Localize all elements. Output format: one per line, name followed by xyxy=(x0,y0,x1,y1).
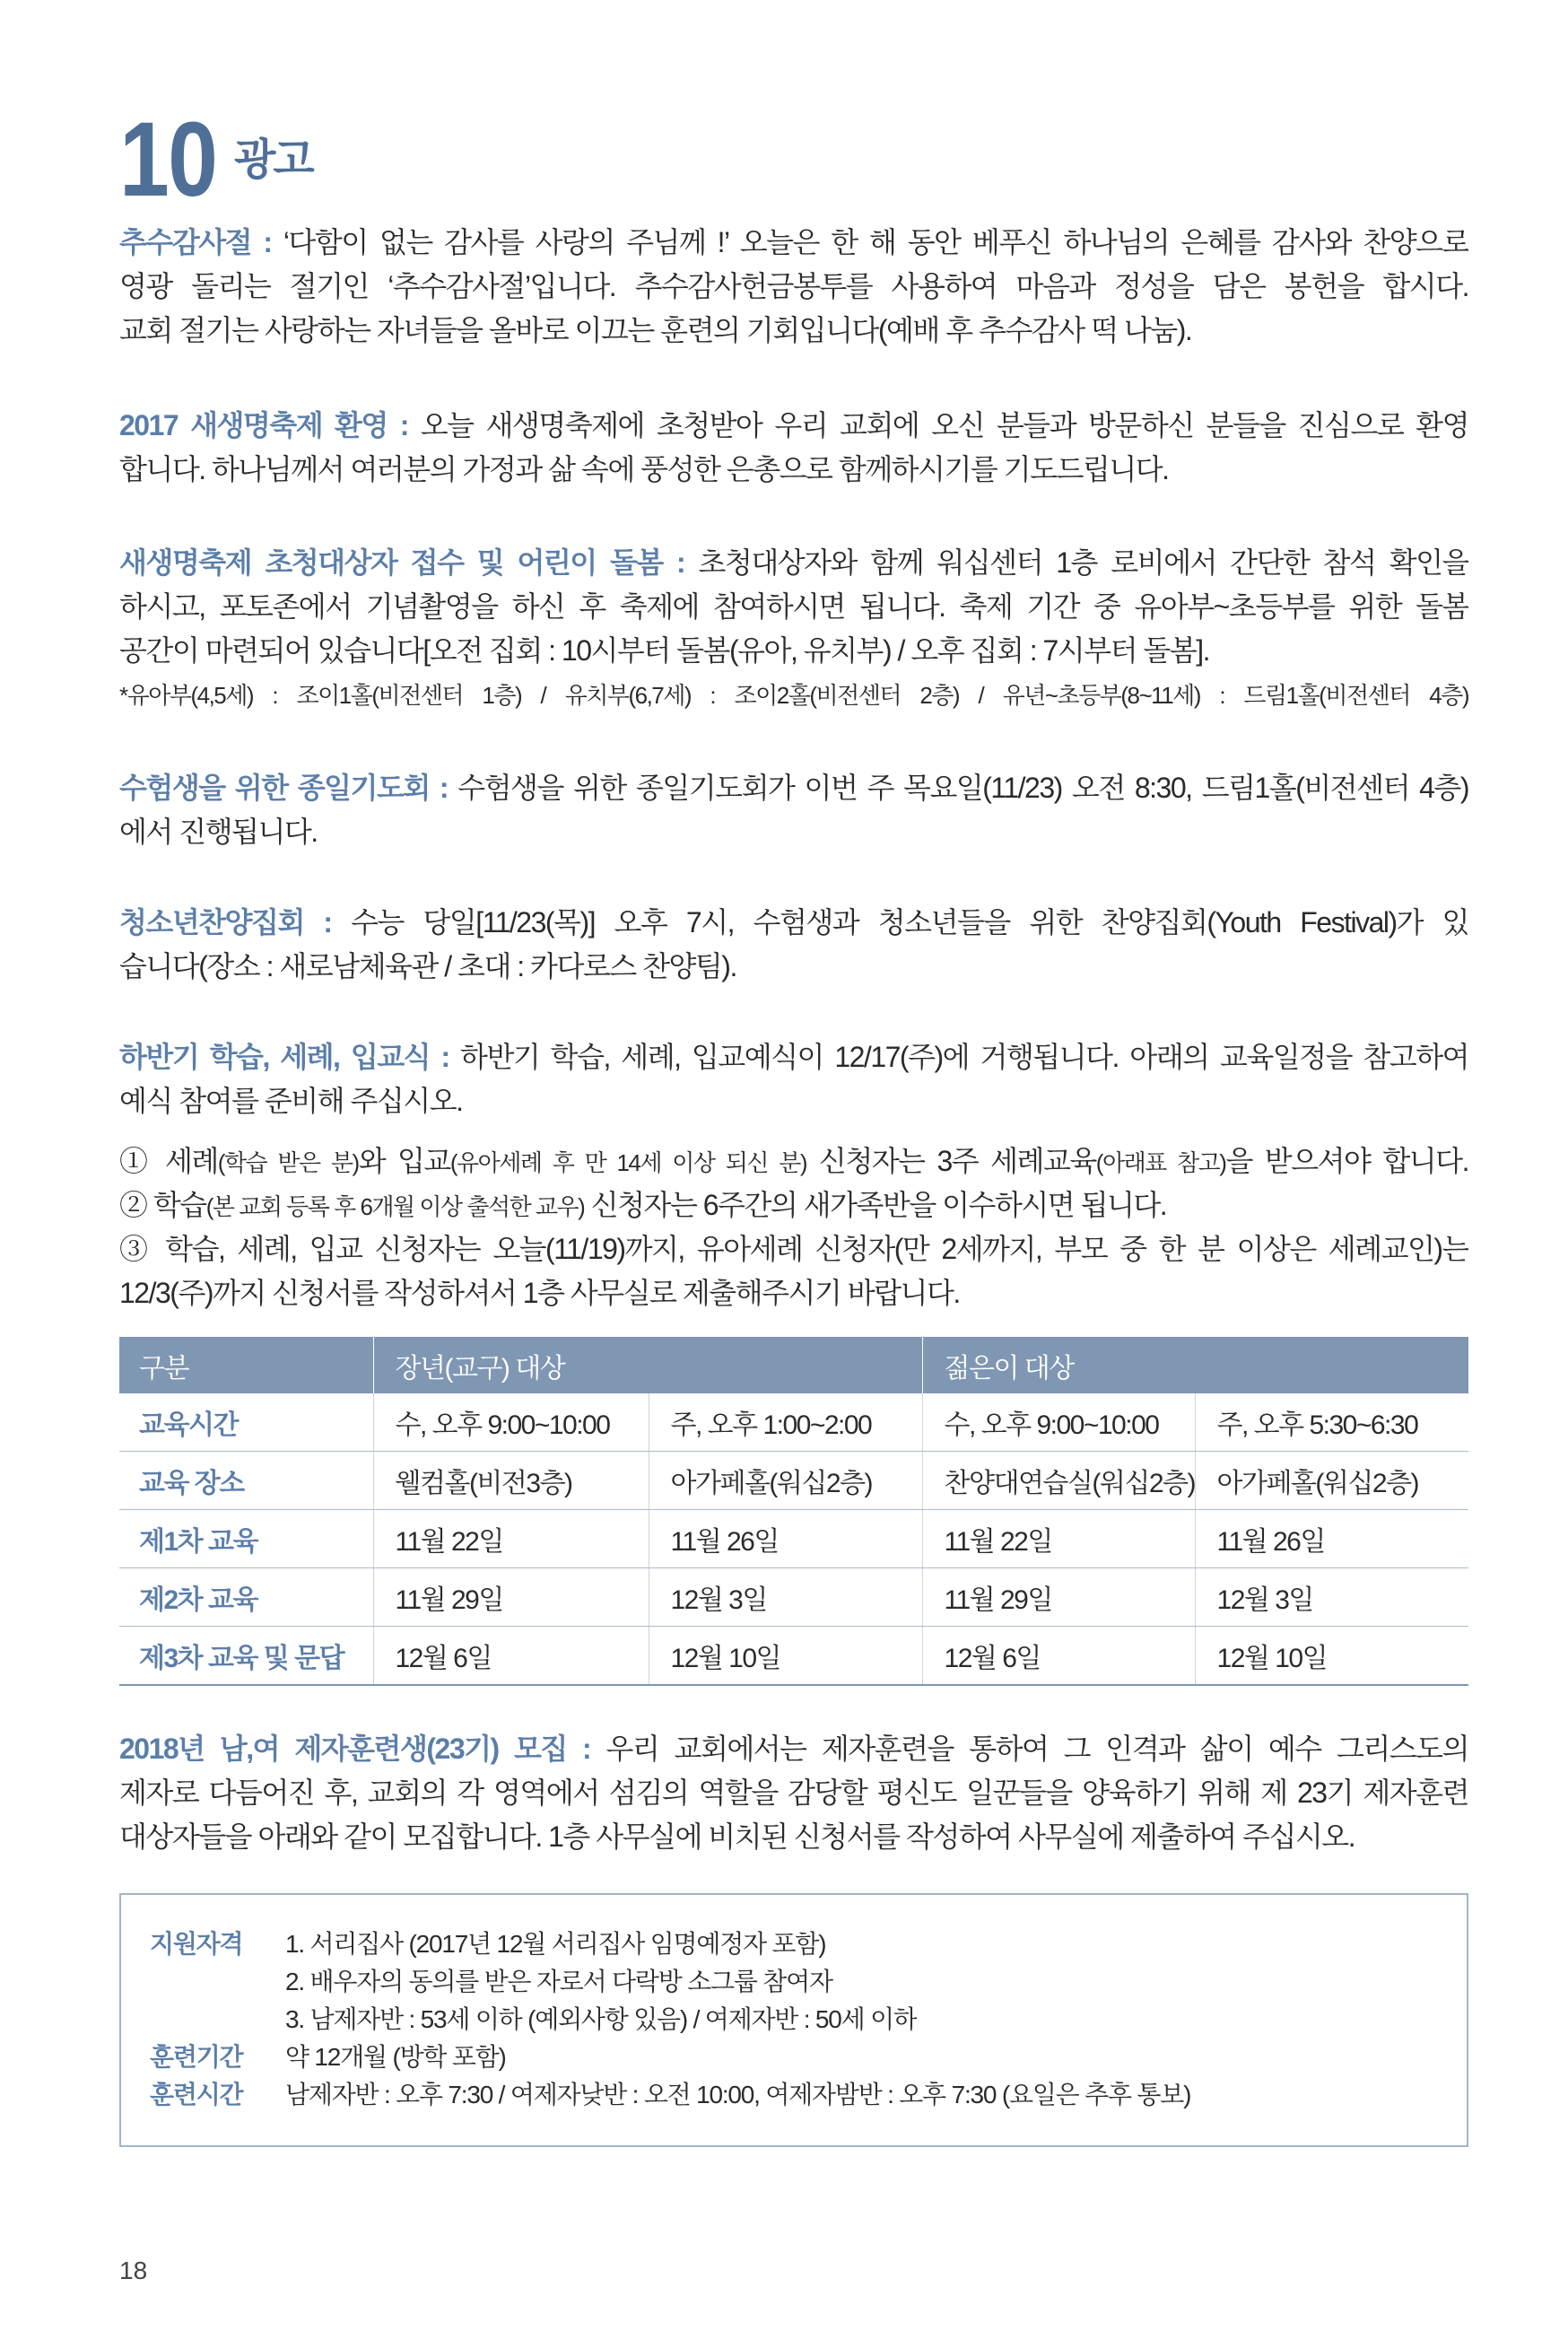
text-line xyxy=(119,1727,1468,1771)
info-value: 3. 남제자반 : 53세 이하 (예외사항 있음) / 여제자반 : 50세 이하 xyxy=(285,2005,917,2033)
section-number: 10 xyxy=(119,100,217,219)
list-item-continued: 12/3(주)까지 신청서를 작성하셔서 1층 사무실로 제출해주시기 바랍니다. xyxy=(119,1277,960,1309)
table-cell: 주, 오후 5:30~6:30 xyxy=(1195,1393,1468,1452)
table-cell: 12월 6일 xyxy=(373,1627,649,1686)
text-line xyxy=(119,221,1468,265)
announcement-exam-prayer xyxy=(119,766,1468,854)
text-line: 에서 진행됩니다. xyxy=(119,816,318,848)
announcement-sacraments xyxy=(119,1035,1468,1123)
text-line xyxy=(119,541,1468,585)
info-value: 남제자반 : 오후 7:30 / 여제자낮반 : 오전 10:00, 여제자밤반 : 오후 7:30 (요일은 추후 통보) xyxy=(285,2081,1191,2108)
info-row-schedule xyxy=(150,2076,1467,2114)
text-line xyxy=(119,1035,1468,1079)
table-cell: 11월 29일 xyxy=(922,1568,1195,1627)
table-cell: 11월 29일 xyxy=(373,1568,649,1627)
list-text: 을 받으셔야 합니다. xyxy=(1225,1145,1468,1177)
table-cell: 12월 10일 xyxy=(1195,1627,1468,1686)
table-row xyxy=(119,1568,1468,1627)
list-item xyxy=(119,1183,1468,1227)
announcement-youth-worship xyxy=(119,901,1468,989)
text-line xyxy=(119,766,1468,810)
list-text: ① 세례 xyxy=(119,1145,218,1177)
list-text-small: (아래표 참고) xyxy=(1095,1149,1226,1176)
row-label: 제3차 교육 및 문답 xyxy=(119,1627,373,1686)
text-line: 대상자들을 아래와 같이 모집합니다. 1층 사무실에 비치된 신청서를 작성하여 사무실에 제출하여 주십시오. xyxy=(119,1820,1355,1853)
sacrament-notes-list xyxy=(119,1139,1468,1315)
table-cell: 12월 3일 xyxy=(649,1568,922,1627)
table-row xyxy=(119,1510,1468,1568)
announcement-discipleship-recruitment xyxy=(119,1727,1468,1859)
list-text: 신청자는 3주 세례교육 xyxy=(806,1145,1096,1177)
text-line: 예식 참여를 준비해 주십시오. xyxy=(119,1085,463,1117)
announcement-label: 새생명축제 초청대상자 접수 및 어린이 돌봄 : xyxy=(119,546,685,579)
announcement-text: 수험생을 위한 종일기도회가 이번 주 목요일(11/23) 오전 8:30, 드림1홀(비전센터 4층) xyxy=(457,772,1468,804)
announcement-text: 수능 당일[11/23(목)] 오후 7시, 수험생과 청소년들을 위한 찬양집회(Youth Festival)가 있 xyxy=(351,906,1468,939)
text-line: 공간이 마련되어 있습니다[오전 집회 : 10시부터 돌봄(유아, 유치부) / 오후 집회 : 7시부터 돌봄]. xyxy=(119,634,1210,667)
text-line: 습니다(장소 : 새로남체육관 / 초대 : 카다로스 찬양팀). xyxy=(119,950,736,982)
announcement-label: 청소년찬양집회 : xyxy=(119,906,332,939)
list-text-small: (학습 받은 분) xyxy=(217,1149,359,1176)
list-item: ③ 학습, 세례, 입교 신청자는 오늘(11/19)까지, 유아세례 신청자(만 2세까지, 부모 중 한 분 이상은 세례교인)는 xyxy=(119,1233,1468,1265)
announcement-text: 우리 교회에서는 제자훈련을 통하여 그 인격과 삶이 예수 그리스도의 xyxy=(605,1733,1468,1765)
announcement-thanksgiving xyxy=(119,221,1468,353)
page-number: 18 xyxy=(119,2257,148,2284)
text-line: 교회 절기는 사랑하는 자녀들을 올바로 이끄는 훈련의 기회입니다(예배 후 추수감사 떡 나눔). xyxy=(119,314,1192,346)
table-cell: 12월 3일 xyxy=(1195,1568,1468,1627)
announcement-text: ‘다함이 없는 감사를 사랑의 주님께 !’ 오늘은 한 해 동안 베푸신 하나님의 은혜를 감사와 찬양으로 xyxy=(283,226,1468,258)
table-cell: 아가페홀(워십2층) xyxy=(649,1452,922,1510)
announcement-label: 하반기 학습, 세례, 입교식 : xyxy=(119,1041,449,1073)
table-cell: 웰컴홀(비전3층) xyxy=(373,1452,649,1510)
info-label: 훈련시간 xyxy=(150,2081,243,2108)
table-cell: 주, 오후 1:00~2:00 xyxy=(649,1393,922,1452)
table-cell: 11월 26일 xyxy=(1195,1510,1468,1568)
table-cell: 12월 10일 xyxy=(649,1627,922,1686)
row-label: 제1차 교육 xyxy=(119,1510,373,1568)
info-values xyxy=(285,1925,917,2039)
table-row xyxy=(119,1452,1468,1510)
table-cell: 12월 6일 xyxy=(922,1627,1195,1686)
info-values xyxy=(285,2039,506,2076)
row-label: 교육시간 xyxy=(119,1393,373,1452)
training-info-box xyxy=(119,1893,1468,2147)
header-adult-group: 장년(교구) 대상 xyxy=(373,1337,922,1393)
info-value: 약 12개월 (방학 포함) xyxy=(285,2043,506,2071)
announcement-text: 초청대상자와 함께 워십센터 1층 로비에서 간단한 참석 확인을 xyxy=(698,546,1468,579)
list-item xyxy=(119,1139,1468,1183)
education-schedule-table xyxy=(119,1337,1468,1686)
announcement-label: 수험생을 위한 종일기도회 : xyxy=(119,772,449,804)
table-row xyxy=(119,1627,1468,1686)
info-value: 2. 배우자의 동의를 받은 자로서 다락방 소그룹 참여자 xyxy=(285,1968,832,1995)
list-text-small: (본 교회 등록 후 6개월 이상 출석한 교우) xyxy=(205,1193,585,1220)
table-cell: 수, 오후 9:00~10:00 xyxy=(922,1393,1195,1452)
list-text: ② 학습 xyxy=(119,1189,206,1221)
announcement-text: 하반기 학습, 세례, 입교예식이 12/17(주)에 거행됩니다. 아래의 교육일정을 참고하여 xyxy=(460,1041,1468,1073)
info-row-duration xyxy=(150,2039,1467,2076)
table-row xyxy=(119,1393,1468,1452)
table-cell: 수, 오후 9:00~10:00 xyxy=(373,1393,649,1452)
announcement-label: 추수감사절 : xyxy=(119,226,272,258)
text-line: 제자로 다듬어진 후, 교회의 각 영역에서 섬김의 역할을 감당할 평신도 일꾼들을 양육하기 위해 제 23기 제자훈련 xyxy=(119,1777,1468,1809)
text-line: 합니다. 하나님께서 여러분의 가정과 삶 속에 풍성한 은총으로 함께하시기를 기도드립니다. xyxy=(119,453,1169,485)
info-row-eligibility xyxy=(150,1925,1467,2039)
list-text: 와 입교 xyxy=(358,1145,450,1177)
text-line xyxy=(119,404,1468,448)
announcement-text: 오늘 새생명축제에 초청받아 우리 교회에 오신 분들과 방문하신 분들을 진심으로 환영 xyxy=(420,409,1468,441)
info-value: 1. 서리집사 (2017년 12월 서리집사 임명예정자 포함) xyxy=(285,1930,826,1958)
text-line: 영광 돌리는 절기인 ‘추수감사절’입니다. 추수감사헌금봉투를 사용하여 마음과 정성을 담은 봉헌을 합시다. xyxy=(119,270,1468,302)
table-header-row xyxy=(119,1337,1468,1393)
table-cell: 11월 26일 xyxy=(649,1510,922,1568)
announcement-festival-welcome xyxy=(119,404,1468,492)
table-cell: 아가페홀(워십2층) xyxy=(1195,1452,1468,1510)
announcement-invitee-childcare xyxy=(119,541,1468,714)
table-cell: 11월 22일 xyxy=(922,1510,1195,1568)
header-category: 구분 xyxy=(119,1337,373,1393)
table-cell: 찬양대연습실(워십2층) xyxy=(922,1452,1195,1510)
row-label: 제2차 교육 xyxy=(119,1568,373,1627)
info-values xyxy=(285,2076,1190,2114)
childcare-note: *유아부(4,5세) : 조이1홀(비전센터 1층) / 유치부(6,7세) : 조이2홀(비전센터 2층) / 유년~초등부(8~11세) : 드림1홀(비전센터 4층) xyxy=(119,682,1468,709)
table-cell: 11월 22일 xyxy=(373,1510,649,1568)
info-label: 훈련기간 xyxy=(150,2043,243,2071)
announcement-label: 2018년 남,여 제자훈련생(23기) 모집 : xyxy=(119,1733,591,1765)
text-line: 하시고, 포토존에서 기념촬영을 하신 후 축제에 참여하시면 됩니다. 축제 기간 중 유아부~초등부를 위한 돌봄 xyxy=(119,590,1468,623)
announcement-label: 2017 새생명축제 환영 : xyxy=(119,409,408,441)
text-line xyxy=(119,901,1468,945)
row-label: 교육 장소 xyxy=(119,1452,373,1510)
section-title: 광고 xyxy=(234,136,312,184)
list-text-small: (유아세례 후 만 14세 이상 되신 분) xyxy=(449,1149,807,1176)
list-text: 신청자는 6주간의 새가족반을 이수하시면 됩니다. xyxy=(584,1189,1167,1221)
info-label: 지원자격 xyxy=(150,1930,243,1958)
header-young-adult-group: 젊은이 대상 xyxy=(922,1337,1468,1393)
